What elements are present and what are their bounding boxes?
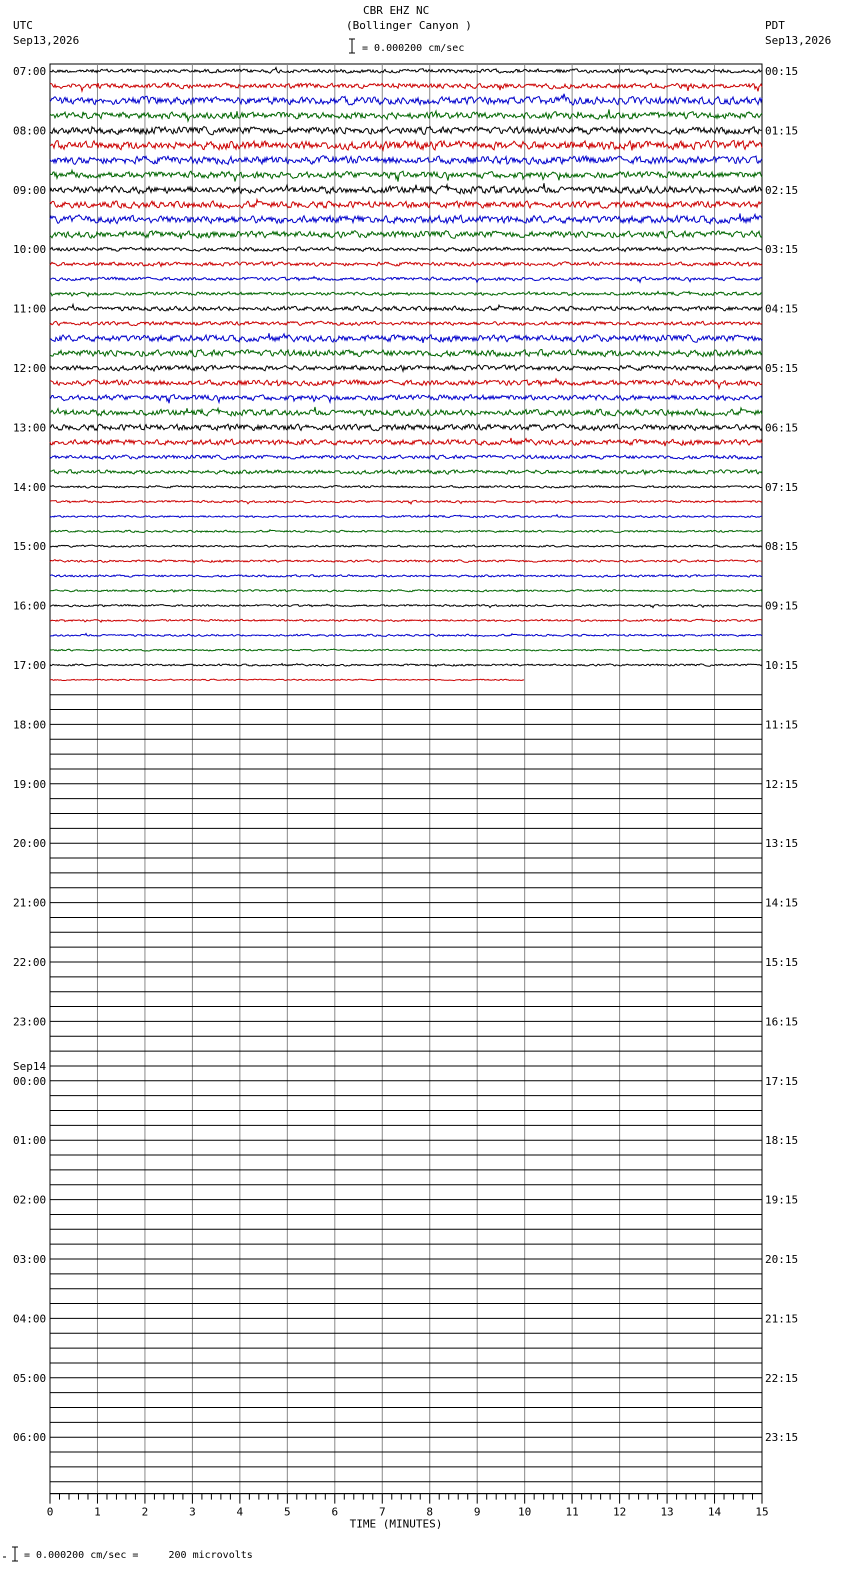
trace-row: [50, 291, 762, 296]
utc-hour-label: 04:00: [13, 1312, 47, 1326]
trace-row: [50, 515, 762, 518]
trace-row: [50, 455, 762, 459]
pdt-hour-label: 23:15: [765, 1431, 799, 1445]
trace-row: [50, 649, 762, 651]
utc-hour-label: 08:00: [13, 124, 47, 138]
x-tick-label: 0: [46, 1505, 54, 1519]
trace-row: [50, 664, 762, 667]
pdt-hour-label: 07:15: [765, 480, 799, 494]
trace-row: [50, 214, 762, 224]
utc-hour-label: 14:00: [13, 480, 47, 494]
trace-row: [50, 679, 524, 681]
scale-label: = 0.000200 cm/sec: [362, 43, 465, 54]
trace-row: [50, 156, 762, 165]
x-tick-label: 13: [660, 1505, 674, 1519]
x-tick-label: 4: [236, 1505, 244, 1519]
x-tick-label: 10: [518, 1505, 532, 1519]
pdt-hour-label: 06:15: [765, 421, 799, 435]
x-tick-label: 15: [755, 1505, 769, 1519]
trace-row: [50, 365, 762, 371]
trace-row: [50, 94, 762, 105]
seismic-traces: [50, 68, 762, 681]
utc-hour-label: 19:00: [13, 777, 47, 791]
x-tick-label: 7: [378, 1505, 386, 1519]
trace-row: [50, 277, 762, 283]
pdt-hour-label: 04:15: [765, 302, 799, 316]
utc-hour-label: 10:00: [13, 243, 47, 257]
x-tick-label: 9: [473, 1505, 481, 1519]
pdt-hour-label: 09:15: [765, 599, 799, 613]
utc-hour-label: 09:00: [13, 183, 47, 197]
x-tick-label: 8: [426, 1505, 434, 1519]
x-tick-label: 11: [565, 1505, 579, 1519]
pdt-hour-label: 00:15: [765, 65, 799, 78]
utc-hour-label: 16:00: [13, 599, 47, 613]
trace-row: [50, 486, 762, 489]
pdt-hour-label: 22:15: [765, 1371, 799, 1385]
x-tick-label: 6: [331, 1505, 339, 1519]
utc-hour-label: 02:00: [13, 1193, 47, 1207]
utc-hour-label: 01:00: [13, 1134, 47, 1148]
x-tick-label: 12: [612, 1505, 627, 1519]
pdt-hour-label: 11:15: [765, 718, 799, 732]
utc-hour-label: 06:00: [13, 1431, 47, 1445]
utc-hour-label: 18:00: [13, 718, 47, 732]
trace-row: [50, 350, 762, 357]
pdt-hour-label: 16:15: [765, 1015, 799, 1029]
trace-row: [50, 470, 762, 475]
pdt-hour-label: 10:15: [765, 659, 799, 672]
trace-row: [50, 140, 762, 150]
pdt-hour-label: 20:15: [765, 1253, 799, 1266]
utc-date-label: Sep13,2026: [13, 34, 80, 47]
station-location: (Bollinger Canyon ): [346, 19, 472, 32]
pdt-hour-label: 03:15: [765, 243, 799, 257]
x-tick-label: 3: [189, 1505, 196, 1519]
utc-hour-label: 07:00: [13, 65, 47, 78]
trace-row: [50, 575, 762, 578]
trace-row: [50, 424, 762, 431]
trace-row: [50, 321, 762, 325]
pdt-hour-label: 01:15: [765, 124, 799, 138]
pdt-hour-label: 18:15: [765, 1134, 799, 1148]
trace-row: [50, 200, 762, 209]
trace-row: [50, 604, 762, 607]
trace-row: [50, 545, 762, 548]
utc-hour-label: 23:00: [13, 1015, 47, 1029]
trace-row: [50, 247, 762, 252]
trace-row: [50, 530, 762, 533]
date-change-label: Sep14: [13, 1059, 47, 1073]
trace-row: [50, 333, 762, 343]
x-tick-label: 5: [284, 1505, 291, 1519]
scale-bar-icon: [349, 39, 355, 53]
utc-hour-label: 00:00: [13, 1074, 47, 1088]
trace-row: [50, 170, 762, 181]
pdt-hour-label: 15:15: [765, 956, 799, 969]
pdt-zone-label: PDT: [765, 19, 785, 32]
utc-hour-label: 03:00: [13, 1253, 47, 1266]
pdt-hour-label: 13:15: [765, 837, 799, 851]
x-axis-label: TIME (MINUTES): [349, 1517, 443, 1531]
trace-row: [50, 634, 762, 637]
utc-hour-label: 11:00: [13, 302, 47, 316]
trace-row: [50, 305, 762, 312]
trace-row: [50, 619, 762, 622]
pdt-hour-label: 12:15: [765, 777, 799, 791]
utc-hour-label: 13:00: [13, 421, 47, 435]
utc-hour-label: 05:00: [13, 1371, 47, 1385]
time-axis: [47, 1494, 769, 1531]
trace-row: [50, 231, 762, 239]
calibration-label: = 0.000200 cm/sec = 200 microvolts: [24, 1550, 253, 1561]
pdt-hour-label: 21:15: [765, 1312, 799, 1326]
x-tick-label: 2: [141, 1505, 149, 1519]
trace-row: [50, 127, 762, 135]
trace-row: [50, 109, 762, 121]
pdt-date-label: Sep13,2026: [765, 34, 832, 47]
utc-hour-label: 21:00: [13, 896, 47, 910]
utc-hour-label: 12:00: [13, 362, 47, 375]
utc-hour-label: 22:00: [13, 956, 47, 969]
pdt-hour-label: 14:15: [765, 896, 799, 910]
x-tick-label: 14: [707, 1505, 722, 1519]
trace-row: [50, 83, 762, 92]
trace-row: [50, 183, 762, 194]
trace-row: [50, 500, 762, 504]
trace-row: [50, 560, 762, 563]
trace-row: [50, 379, 762, 388]
x-tick-label: 1: [94, 1505, 101, 1519]
trace-row: [50, 395, 762, 404]
pdt-hour-label: 19:15: [765, 1193, 799, 1207]
utc-hour-label: 17:00: [13, 659, 47, 672]
pdt-hour-label: 08:15: [765, 540, 799, 554]
pdt-hour-label: 17:15: [765, 1074, 799, 1088]
calibration-bar-icon: [3, 1547, 18, 1561]
trace-row: [50, 407, 762, 416]
utc-zone-label: UTC: [13, 19, 33, 32]
station-title: CBR EHZ NC: [363, 4, 430, 17]
pdt-hour-label: 05:15: [765, 362, 799, 375]
trace-row: [50, 438, 762, 446]
trace-row: [50, 590, 762, 592]
utc-hour-label: 15:00: [13, 540, 47, 554]
trace-row: [50, 68, 762, 74]
pdt-hour-label: 02:15: [765, 183, 799, 197]
utc-hour-label: 20:00: [13, 837, 47, 851]
trace-row: [50, 262, 762, 267]
